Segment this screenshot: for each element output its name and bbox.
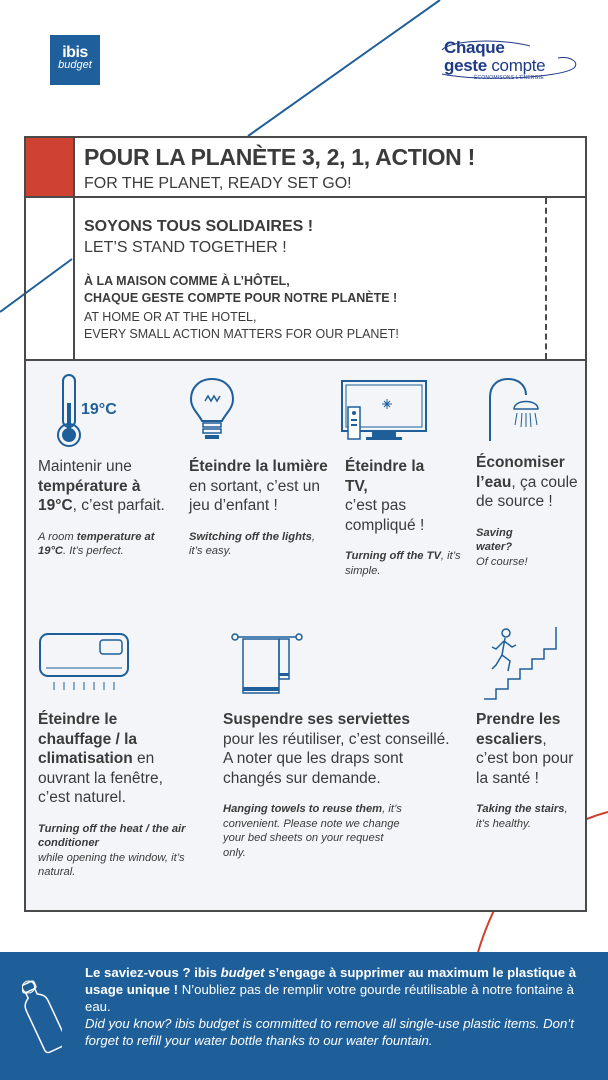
- towels-en-bold: Hanging towels to reuse them: [223, 803, 383, 815]
- did-you-know-text: [85, 964, 590, 1049]
- heating-en-bold: Turning off the heat / the air conditioner: [38, 822, 186, 849]
- temperature-icon-label: 19°C: [81, 401, 117, 418]
- light-en-post: , it’s easy.: [189, 530, 315, 557]
- light-en-bold: Switching off the lights: [189, 530, 312, 543]
- bottom-en-italic: Did you know? ibis budget is committed to remove all single-use plastic items. Don’t forget to refill your water bottle thanks to our water fountain.: [85, 1016, 574, 1048]
- towels-fr-post2: A noter que les draps sont changés sur demande.: [223, 750, 404, 787]
- cgc-line2-b: compte: [491, 56, 546, 75]
- ibis-logo-brand: ibis: [62, 44, 88, 61]
- towels-en-post: , it’s convenient. Please note we change your bed sheets on your request only.: [223, 803, 402, 859]
- tv-en-bold: Turning off the TV: [345, 550, 441, 562]
- bottom-fr-normal: N’oubliez pas de remplir votre gourde réutilisable à notre fontaine à eau.: [85, 982, 574, 1014]
- action-heating: [38, 710, 190, 880]
- ibis-budget-logo: [50, 35, 100, 85]
- temperature-en-pre: A room: [38, 530, 77, 543]
- home-message-fr: [84, 273, 397, 307]
- bottom-fr-bold-1: Le saviez-vous ? ibis: [85, 965, 221, 980]
- ibis-logo-sub: budget: [58, 59, 92, 71]
- heating-en-post: while opening the window, it’s natural.: [38, 851, 185, 878]
- divider: [73, 198, 75, 359]
- action-light: [189, 457, 329, 559]
- action-towels: [223, 710, 463, 860]
- dashed-divider: [545, 198, 547, 359]
- page-subtitle: FOR THE PLANET, READY SET GO!: [84, 175, 352, 192]
- water-en-bold: Saving water?: [476, 526, 513, 553]
- action-tv: [345, 457, 465, 578]
- temperature-en-bold: temperature at 19°C: [38, 530, 155, 557]
- water-bottle-icon: [22, 978, 62, 1054]
- water-fr-post: , ça coule de source !: [476, 473, 578, 510]
- towels-icon: [231, 631, 303, 697]
- temperature-fr-post: , c’est parfait.: [72, 497, 165, 514]
- temperature-fr-bold: température à 19°C: [38, 477, 141, 514]
- action-water: [476, 453, 580, 569]
- tv-fr-post: c’est pas compliqué !: [345, 497, 425, 534]
- towels-fr-bold: Suspendre ses serviettes: [223, 711, 410, 728]
- red-accent-block: [26, 138, 73, 196]
- cgc-line3: ÉCONOMISONS L'ÉNERGIE: [474, 75, 544, 81]
- actions-panel: [26, 361, 585, 910]
- did-you-know-banner: [0, 952, 608, 1080]
- divider: [73, 138, 75, 196]
- shower-icon: [486, 375, 552, 443]
- chaque-geste-compte-logo: [440, 38, 578, 86]
- together-heading-en: LET’S STAND TOGETHER !: [84, 239, 287, 256]
- bottom-fr-bold-2: s’engage à supprimer au maximum le plastique à usage unique !: [85, 965, 577, 997]
- heating-fr-bold: Éteindre le chauffage / la climatisation: [38, 711, 138, 767]
- home-fr-line1: À LA MAISON COMME À L’HÔTEL,: [84, 274, 290, 288]
- air-conditioner-icon: [38, 632, 130, 694]
- home-en-line1: AT HOME OR AT THE HOTEL,: [84, 310, 257, 324]
- tv-icon: [340, 379, 428, 443]
- tv-fr-bold: Éteindre la TV,: [345, 458, 425, 495]
- together-section: [26, 198, 585, 361]
- together-heading: SOYONS TOUS SOLIDAIRES !: [84, 218, 314, 235]
- home-fr-line2: CHAQUE GESTE COMPTE POUR NOTRE PLANÈTE !: [84, 291, 398, 305]
- stairs-fr-post: , c’est bon pour la santé !: [476, 730, 574, 787]
- heating-fr-post: en ouvrant la fenêtre, c’est naturel.: [38, 750, 163, 806]
- stairs-fr-bold: Prendre les escaliers: [476, 711, 561, 748]
- towels-fr-post: pour les réutiliser, c’est conseillé.: [223, 730, 450, 748]
- stairs-en-post: , it’s healthy.: [476, 803, 568, 830]
- light-bulb-icon: [189, 377, 235, 445]
- stairs-icon: [482, 625, 558, 701]
- action-temperature: [38, 457, 178, 559]
- page-title: POUR LA PLANÈTE 3, 2, 1, ACTION !: [84, 144, 475, 170]
- stairs-en-bold: Taking the stairs: [476, 803, 565, 815]
- bottom-fr-bold-italic: budget: [220, 965, 265, 980]
- tv-en-post: , it’s simple.: [345, 550, 461, 577]
- action-stairs: [476, 710, 580, 831]
- light-fr-post: en sortant, c’est un jeu d’enfant !: [189, 477, 320, 514]
- temperature-en-post: . It’s perfect.: [63, 545, 124, 557]
- home-en-line2: EVERY SMALL ACTION MATTERS FOR OUR PLANET!: [84, 327, 399, 341]
- light-fr-bold: Éteindre la lumière: [189, 458, 328, 475]
- water-fr-bold: Économiser l’eau: [476, 454, 565, 491]
- thermometer-icon: [54, 373, 84, 449]
- home-message-en: [84, 309, 399, 343]
- cgc-line1: Chaque: [444, 38, 505, 57]
- cgc-line2-a: geste: [444, 56, 487, 75]
- main-frame: [24, 136, 587, 912]
- water-en-post: Of course!: [476, 555, 528, 568]
- temperature-fr-pre: Maintenir une: [38, 458, 132, 475]
- title-band: [26, 138, 585, 198]
